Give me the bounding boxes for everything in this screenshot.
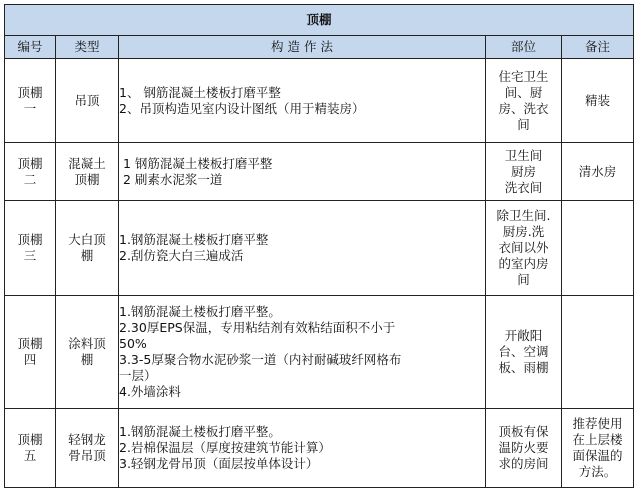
cell-text-line: 轻钢龙 [68, 432, 106, 447]
cell-type [56, 143, 119, 201]
cell-text-line: 大白顶 [68, 232, 106, 247]
cell-location [486, 59, 562, 143]
cell-text-line: 求的房间 [498, 456, 549, 471]
cell-text-line: 清水房 [578, 163, 617, 179]
table-row [5, 59, 634, 143]
cell-text-line: 涂料顶 [68, 336, 106, 351]
table-body [5, 59, 634, 488]
cell-text-line: 的室内房 [498, 256, 549, 271]
cell-text-line: 1.钢筋混凝土楼板打磨平整 [119, 232, 269, 247]
construction-spec-table-wrapper [4, 4, 634, 488]
cell-id [5, 409, 56, 488]
cell-location [486, 409, 562, 488]
cell-text-line: 一 [23, 100, 37, 116]
table-row [5, 143, 634, 201]
cell-text-line: 50% [119, 336, 147, 351]
cell-text-line: 间、厨 [504, 84, 543, 100]
cell-method [119, 143, 486, 201]
ceiling-spec-table [4, 4, 634, 488]
cell-note [562, 296, 634, 409]
cell-note [562, 201, 634, 296]
cell-text-line: 厨房 [510, 163, 536, 179]
cell-text-line: 一层） [119, 368, 157, 383]
cell-text-line: 3.3-5厚聚合物水泥砂浆一道（内衬耐碱玻纤网格布 [119, 352, 402, 367]
cell-text-line: 房、洗衣 [498, 100, 549, 116]
cell-text-line: 棚 [80, 352, 94, 367]
cell-text-line: 开敞阳 [504, 328, 543, 343]
cell-text-line: 骨吊顶 [68, 448, 106, 463]
cell-text-line: 卫生间 [504, 147, 543, 163]
cell-text-line: 三 [23, 248, 37, 263]
cell-text-line: 1.钢筋混凝土楼板打磨平整。 [119, 424, 281, 439]
cell-note [562, 143, 634, 201]
cell-text-line: 4.外墙涂料 [119, 384, 181, 399]
cell-text-line: 1、 钢筋混凝土楼板打磨平整 [119, 84, 281, 100]
cell-location [486, 201, 562, 296]
table-header-row [5, 36, 634, 59]
header-method: 构 造 作 法 [119, 36, 486, 59]
cell-id [5, 296, 56, 409]
cell-text-line: 间 [517, 116, 530, 132]
cell-type [56, 59, 119, 143]
cell-type [56, 409, 119, 488]
cell-text-line: 顶棚 [17, 84, 43, 100]
cell-method [119, 59, 486, 143]
cell-text-line: 二 [23, 171, 37, 187]
cell-note [562, 409, 634, 488]
cell-text-line: 混凝土 [68, 155, 106, 171]
cell-method [119, 201, 486, 296]
cell-text-line: 2 刷素水泥浆一道 [119, 171, 223, 187]
table-row [5, 201, 634, 296]
cell-text-line: 顶棚 [17, 155, 43, 171]
cell-text-line: 温防火要 [498, 440, 549, 455]
cell-text-line: 四 [23, 352, 37, 367]
cell-text-line: 厨房.洗 [502, 224, 545, 239]
cell-text-line: 五 [23, 448, 37, 463]
table-row [5, 409, 634, 488]
cell-id [5, 59, 56, 143]
cell-id [5, 201, 56, 296]
cell-text-line: 1.钢筋混凝土楼板打磨平整。 [119, 304, 281, 319]
cell-note [562, 59, 634, 143]
cell-text-line: 顶棚 [17, 432, 43, 447]
cell-text-line: 衣间以外 [498, 240, 549, 255]
cell-text-line: 方法。 [578, 464, 617, 479]
cell-text-line: 精装 [584, 92, 610, 108]
cell-text-line: 顶棚 [17, 336, 43, 351]
cell-text-line: 在上层楼 [572, 432, 623, 447]
cell-text-line: 吊顶 [74, 92, 100, 108]
cell-text-line: 面保温的 [572, 448, 623, 463]
cell-text-line: 间 [517, 272, 530, 287]
cell-text-line: 2.岩棉保温层（厚度按建筑节能计算） [119, 440, 331, 455]
cell-text-line: 推荐使用 [572, 416, 623, 431]
cell-text-line: 板、雨棚 [498, 360, 549, 375]
cell-type [56, 201, 119, 296]
cell-text-line: 3.轻钢龙骨吊顶（面层按单体设计） [119, 456, 319, 471]
table-title-row [5, 5, 634, 36]
cell-text-line: 住宅卫生 [498, 68, 549, 84]
cell-text-line: 洗衣间 [504, 179, 543, 195]
cell-type [56, 296, 119, 409]
header-id: 编号 [5, 36, 56, 59]
cell-text-line: 顶棚 [17, 232, 43, 247]
cell-text-line: 除卫生间. [496, 208, 551, 223]
cell-text-line: 台、空调 [498, 344, 549, 359]
cell-text-line: 棚 [80, 248, 94, 263]
header-location: 部位 [486, 36, 562, 59]
cell-method [119, 409, 486, 488]
table-row [5, 296, 634, 409]
cell-text-line: 1 钢筋混凝土楼板打磨平整 [119, 155, 273, 171]
cell-text-line: 2.刮仿瓷大白三遍成活 [119, 248, 244, 263]
cell-text-line: 2、吊顶构造见室内设计图纸（用于精装房） [119, 100, 365, 116]
cell-text-line: 顶棚 [74, 171, 100, 187]
cell-text-line: 2.30厚EPS保温，专用粘结剂有效粘结面积不小于 [119, 320, 396, 335]
cell-text-line: 顶板有保 [498, 424, 549, 439]
cell-location [486, 296, 562, 409]
cell-location [486, 143, 562, 201]
cell-id [5, 143, 56, 201]
header-type: 类型 [56, 36, 119, 59]
header-note: 备注 [562, 36, 634, 59]
table-title: 顶棚 [5, 5, 634, 36]
cell-method [119, 296, 486, 409]
